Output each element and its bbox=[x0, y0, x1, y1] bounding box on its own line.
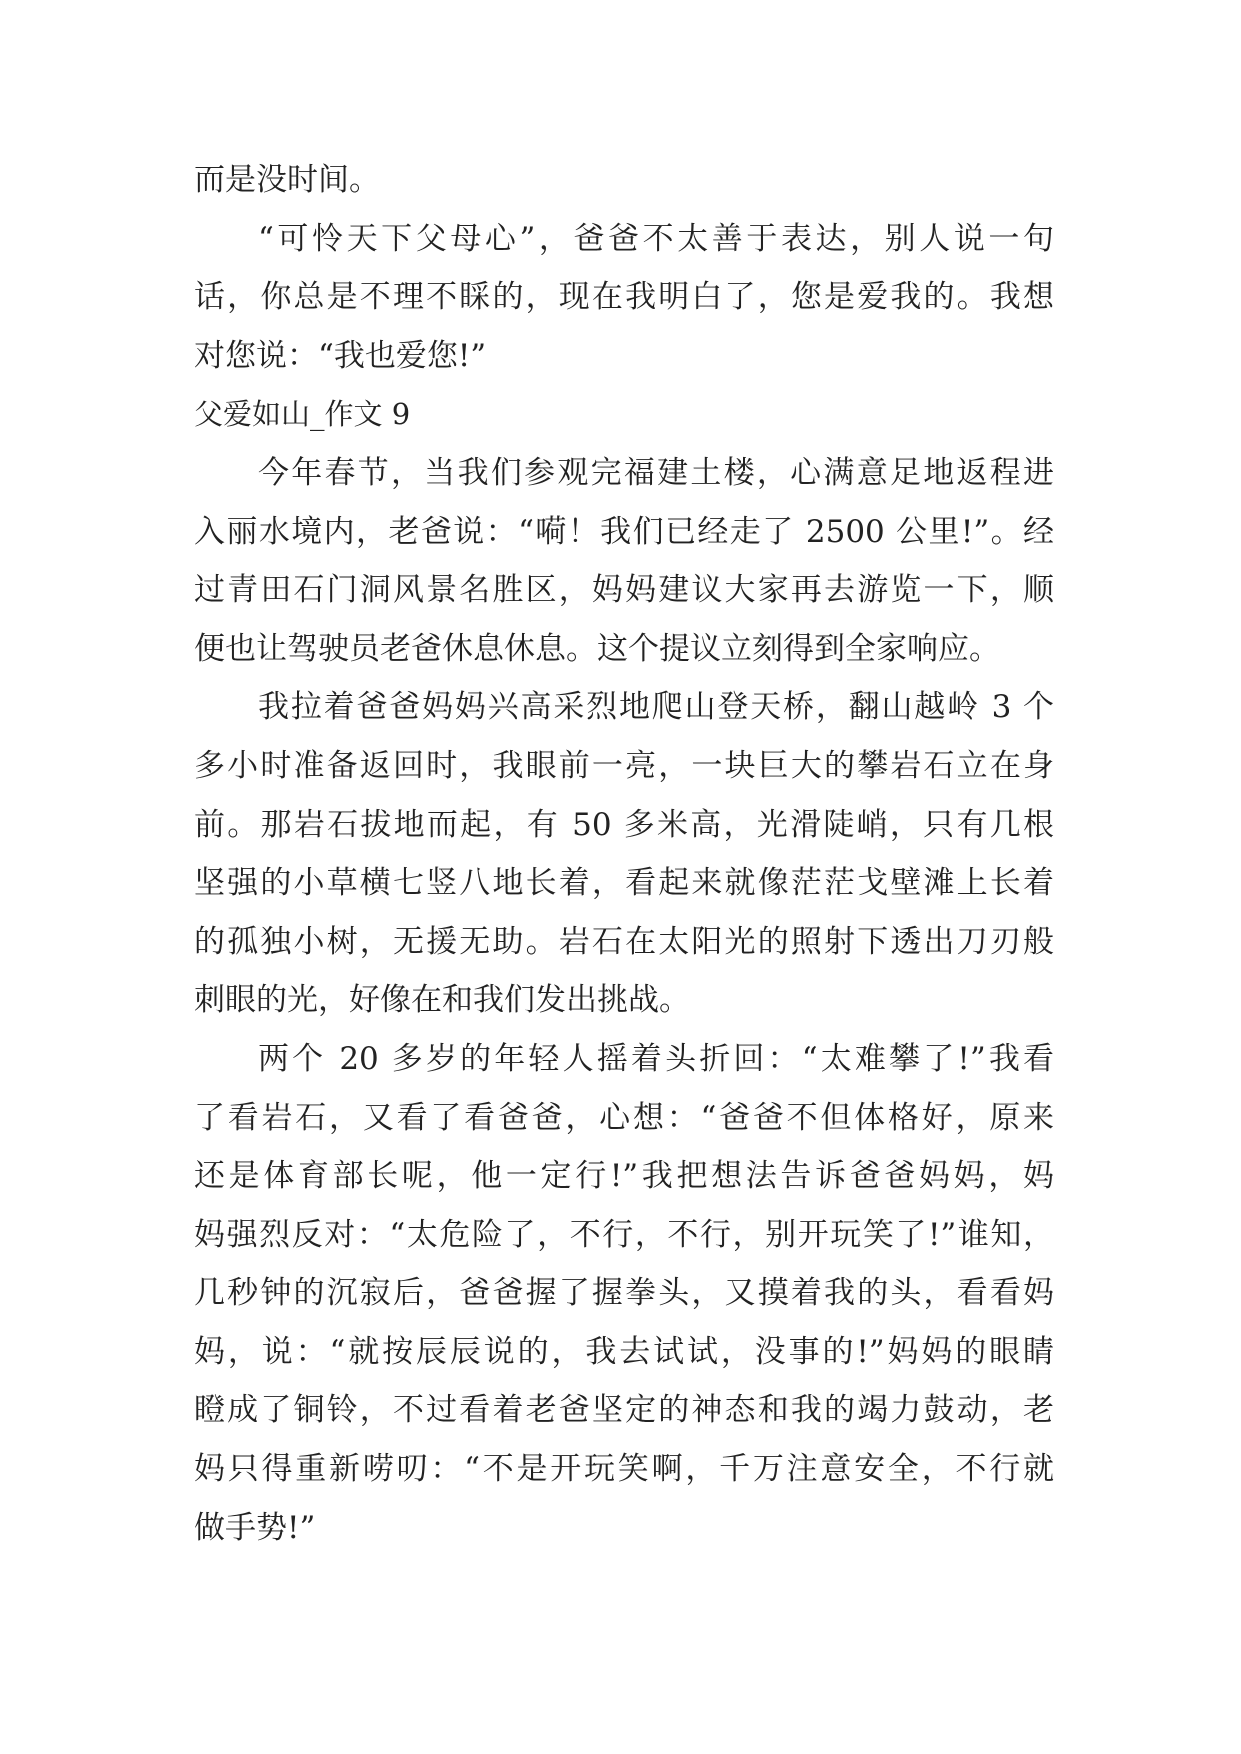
paragraph-line: 的孤独小树，无援无助。岩石在太阳光的照射下透出刀刃般 bbox=[194, 923, 1054, 960]
paragraph-line: 入丽水境内，老爸说：“嗬！我们已经走了 2500 公里!”。经 bbox=[194, 513, 1054, 550]
paragraph-line: 坚强的小草横七竖八地长着，看起来就像茫茫戈壁滩上长着 bbox=[194, 865, 1054, 902]
paragraph-line: 瞪成了铜铃，不过看着老爸坚定的神态和我的竭力鼓动，老 bbox=[194, 1392, 1054, 1429]
paragraph-line: 妈，说：“就按辰辰说的，我去试试，没事的!”妈妈的眼睛 bbox=[194, 1333, 1054, 1370]
paragraph-line: 了看岩石，又看了看爸爸，心想：“爸爸不但体格好，原来 bbox=[194, 1099, 1054, 1136]
paragraph-line: 今年春节，当我们参观完福建土楼，心满意足地返程进 bbox=[258, 454, 1054, 491]
paragraph-line: 便也让驾驶员老爸休息休息。这个提议立刻得到全家响应。 bbox=[194, 630, 1000, 667]
paragraph-line: 我拉着爸爸妈妈兴高采烈地爬山登天桥，翻山越岭 3 个 bbox=[258, 689, 1054, 726]
paragraph-line: 妈只得重新唠叨：“不是开玩笑啊，千万注意安全，不行就 bbox=[194, 1451, 1054, 1488]
paragraph-line: 而是没时间。 bbox=[194, 162, 380, 198]
paragraph-line: 过青田石门洞风景名胜区，妈妈建议大家再去游览一下，顺 bbox=[194, 572, 1054, 609]
paragraph-line: 妈强烈反对：“太危险了，不行，不行，别开玩笑了!”谁知， bbox=[194, 1216, 1054, 1253]
paragraph-line: “可怜天下父母心”，爸爸不太善于表达，别人说一句 bbox=[258, 220, 1054, 257]
paragraph-line: 话，你总是不理不睬的，现在我明白了，您是爱我的。我想 bbox=[194, 279, 1054, 316]
paragraph-line: 刺眼的光，好像在和我们发出挑战。 bbox=[194, 982, 690, 1019]
paragraph-line: 还是体育部长呢，他一定行!”我把想法告诉爸爸妈妈，妈 bbox=[194, 1158, 1054, 1195]
paragraph-line: 两个 20 多岁的年轻人摇着头折回：“太难攀了!”我看 bbox=[258, 1040, 1054, 1077]
document-body bbox=[194, 151, 1054, 1557]
paragraph-line: 前。那岩石拔地而起，有 50 多米高，光滑陡峭，只有几根 bbox=[194, 806, 1054, 843]
paragraph-line: 对您说：“我也爱您!” bbox=[194, 337, 487, 374]
section-heading: 父爱如山_作文 9 bbox=[194, 397, 411, 432]
paragraph-line: 几秒钟的沉寂后，爸爸握了握拳头，又摸着我的头，看看妈 bbox=[194, 1275, 1054, 1312]
paragraph-line: 多小时准备返回时，我眼前一亮，一块巨大的攀岩石立在身 bbox=[194, 747, 1054, 784]
paragraph-line: 做手势!” bbox=[194, 1509, 316, 1546]
